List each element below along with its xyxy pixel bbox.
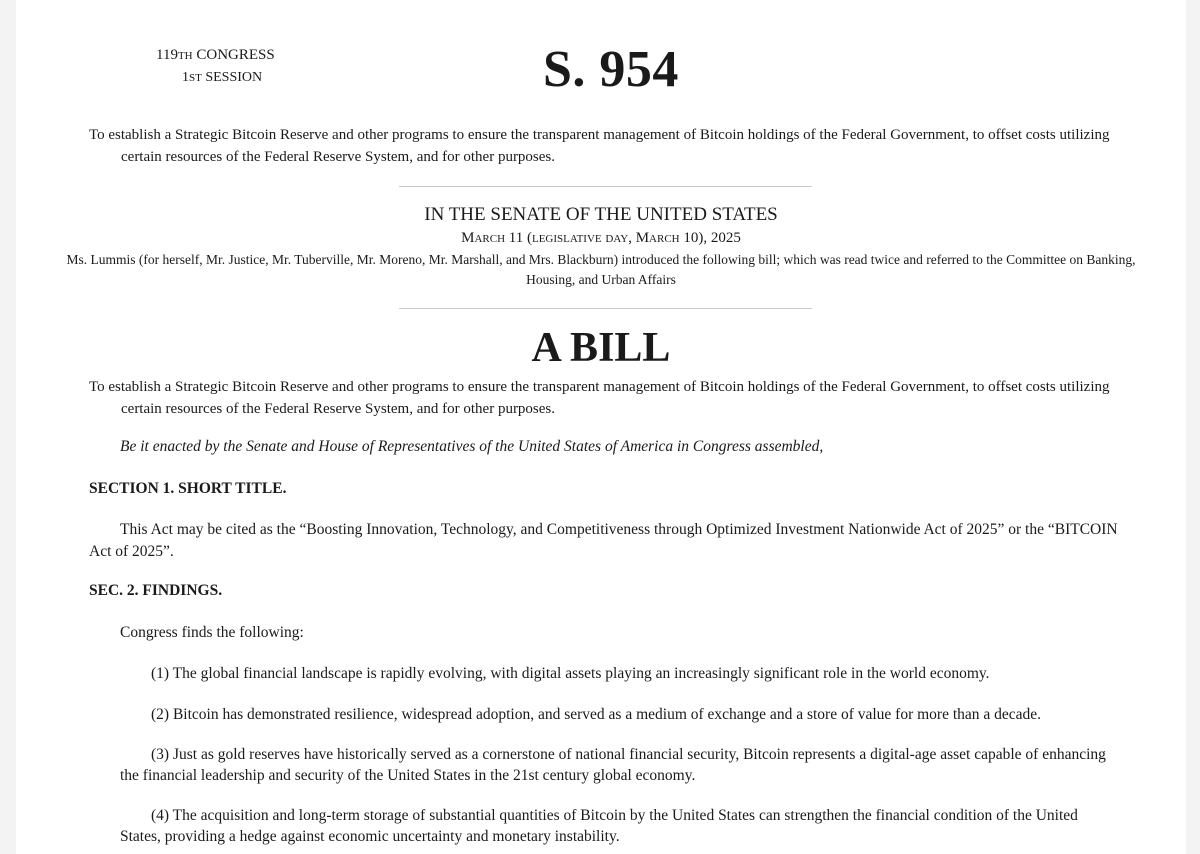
congress-line: 119TH CONGRESS — [156, 47, 275, 63]
purpose-statement: To establish a Strategic Bitcoin Reserve and other programs to ensure the transparent management of Bitcoin holdings of the Federal Government, to offset costs utilizing certain resources of the Federal Reserve System, and for other purposes. — [89, 127, 1110, 165]
enacting-clause: Be it enacted by the Senate and House of Representatives of the United States of America in Congress assembled, — [120, 438, 824, 455]
finding-1: (1) The global financial landscape is rapidly evolving, with digital assets playing an increasingly significant role in the world economy. — [151, 665, 990, 682]
bill-heading: A BILL — [531, 325, 671, 371]
session-line: 1ST SESSION — [182, 70, 263, 85]
sponsors-statement: Ms. Lummis (for herself, Mr. Justice, Mr. Tuberville, Mr. Moreno, Mr. Marshall, and Mrs. Blackburn) introduced the following bill; which was read twice and referred to the Committee on Banking, Housing, and Urban Affairs — [66, 252, 1136, 287]
section2-heading: SEC. 2. FINDINGS. — [89, 582, 223, 599]
section1-text: This Act may be cited as the “Boosting Innovation, Technology, and Competitiveness through Optimized Investment Nationwide Act of 2025” or the “BITCOIN Act of 2025”. — [89, 521, 1118, 560]
finding-2: (2) Bitcoin has demonstrated resilience, widespread adoption, and served as a medium of exchange and a store of value for more than a decade. — [151, 706, 1042, 723]
bill-purpose: To establish a Strategic Bitcoin Reserve and other programs to ensure the transparent management of Bitcoin holdings of the Federal Government, to offset costs utilizing certain resources of the Federal Reserve System, and for other purposes. — [89, 379, 1110, 417]
divider-top — [399, 186, 812, 187]
congress-session-label — [156, 44, 275, 89]
finding-4: (4) The acquisition and long-term storage of substantial quantities of Bitcoin by the United States can strengthen the financial condition of the United States, providing a hedge against economic uncertainty and monetary instability. — [120, 807, 1078, 845]
finding-3: (3) Just as gold reserves have historically served as a cornerstone of national financial security, Bitcoin represents a digital-age asset capable of enhancing the financial leadership and security of the United States in the 21st century global economy. — [120, 746, 1106, 784]
section2-intro: Congress finds the following: — [120, 624, 304, 641]
divider-bottom — [399, 308, 812, 309]
section1-heading: SECTION 1. SHORT TITLE. — [89, 480, 287, 497]
bill-number: S. 954 — [543, 41, 679, 98]
introduction-date: March 11 (legislative day, March 10), 2025 — [461, 230, 741, 246]
senate-heading: IN THE SENATE OF THE UNITED STATES — [424, 204, 778, 225]
document-page — [16, 0, 1186, 854]
